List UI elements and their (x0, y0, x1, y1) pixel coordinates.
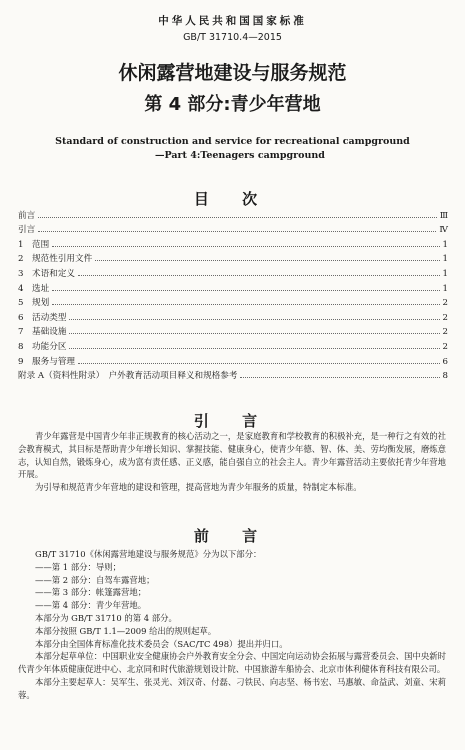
foreword-body (18, 548, 446, 702)
toc-entry-label: 3 术语和定义 (18, 268, 76, 279)
toc-entry[interactable] (18, 294, 448, 309)
toc-leader-dots (69, 333, 439, 334)
foreword-paragraph: 本部分按照 GB/T 1.1—2009 给出的规则起草。 (35, 625, 217, 636)
toc-entry-label: 前言 (18, 210, 36, 221)
toc-leader-dots (95, 260, 439, 261)
toc-leader-dots (69, 319, 439, 320)
toc-entry-label: 9 服务与管理 (18, 356, 76, 367)
toc-leader-dots (240, 377, 439, 378)
toc-entry[interactable] (18, 264, 448, 279)
toc-leader-dots (38, 217, 437, 218)
toc-leader-dots (78, 363, 440, 364)
toc-entry-page: 1 (442, 268, 448, 279)
standard-number: GB/T 31710.4—2015 (183, 32, 282, 43)
document-title: 休闲露营地建设与服务规范 (118, 62, 347, 84)
toc-entry-page: 1 (442, 239, 448, 250)
toc-entry[interactable] (18, 206, 448, 221)
foreword-part-item: ——第 3 部分：帐篷露营地； (35, 587, 147, 598)
issuing-body: 中华人民共和国国家标准 (158, 15, 307, 27)
toc-leader-dots (78, 275, 440, 276)
foreword-heading: 前 言 (193, 527, 272, 545)
foreword-paragraph: GB/T 31710《休闲露营地建设与服务规范》分为以下部分： (35, 549, 262, 559)
toc-entry-page: 2 (442, 341, 448, 352)
foreword-paragraph: 本部分由全国体育标准化技术委员会（SAC/TC 498）提出并归口。 (35, 638, 288, 649)
toc-entry[interactable] (18, 250, 448, 265)
table-of-contents (18, 206, 448, 381)
toc-entry-page: 6 (442, 356, 448, 367)
english-title: Standard of construction and service for recreational campground (55, 136, 410, 147)
toc-leader-dots (52, 246, 439, 247)
toc-entry-page: 2 (442, 312, 448, 323)
foreword-paragraph: 本部分为 GB/T 31710 的第 4 部分。 (35, 612, 177, 623)
toc-entry-page: 1 (442, 283, 448, 294)
toc-heading: 目 次 (193, 190, 272, 208)
foreword-paragraph: 本部分主要起草人：吴军生、张灵光、刘汉奇、付磊、刁铁民、向志坚、杨书宏、马惠敏、命益武、刘童、宋莉蓉。 (18, 676, 446, 700)
english-subtitle: —Part 4:Teenagers campground (155, 150, 325, 161)
toc-entry[interactable] (18, 323, 448, 338)
toc-entry-label: 引言 (18, 225, 36, 236)
toc-entry-page: Ⅲ (439, 210, 448, 221)
intro-paragraph: 为引导和规范青少年营地的建设和管理，提高营地为青少年服务的质量，特制定本标准。 (35, 482, 362, 493)
toc-entry-label: 1 范围 (18, 239, 50, 250)
toc-entry[interactable] (18, 235, 448, 250)
intro-heading: 引 言 (193, 412, 272, 430)
toc-entry-page: 2 (442, 298, 448, 309)
intro-body (18, 430, 446, 494)
foreword-part-item: ——第 1 部分：导则； (35, 561, 122, 572)
toc-entry[interactable] (18, 367, 448, 382)
toc-leader-dots (52, 304, 439, 305)
toc-entry-label: 8 功能分区 (18, 341, 67, 352)
intro-paragraph: 青少年露营是中国青少年非正规教育的核心活动之一，是家庭教育和学校教育的积极补充，是一种行之有效的社会教育模式，其目标是帮助青少年增长知识、掌握技能、健康身心，使青少年德、智、体、美、劳均衡发展，磨炼意志，认知自然，锻炼身心，成为富有责任感、正义感，能自强自立的社会主人。青少年露营活动主要依托青少年营地开展。 (18, 431, 446, 480)
toc-entry-page: 1 (442, 254, 448, 265)
toc-entry-label: 5 规划 (18, 298, 50, 309)
toc-entry[interactable] (18, 221, 448, 236)
foreword-part-item: ——第 2 部分：自驾车露营地； (35, 574, 155, 585)
toc-entry[interactable] (18, 308, 448, 323)
foreword-paragraph: 本部分起草单位：中国职业安全健康协会户外教育安全分会、中国定向运动协会拓展与露营委员会、国中央新时代青少年体质健康促进中心、北京同和时代旅游规划设计院、中国旅游车船协会、北京市体利健体育科技有限公司。 (18, 651, 446, 675)
document-subtitle: 第 4 部分:青少年营地 (144, 94, 321, 115)
toc-entry-label: 7 基础设施 (18, 327, 67, 338)
toc-leader-dots (38, 231, 436, 232)
toc-entry[interactable] (18, 279, 448, 294)
foreword-part-item: ——第 4 部分：青少年营地。 (35, 600, 147, 611)
toc-entry-label: 2 规范性引用文件 (18, 254, 93, 265)
toc-entry-page: Ⅳ (439, 225, 448, 236)
toc-leader-dots (69, 348, 439, 349)
toc-leader-dots (52, 290, 439, 291)
toc-entry-label: 4 选址 (18, 283, 50, 294)
toc-entry-label: 6 活动类型 (18, 312, 67, 323)
toc-entry-page: 8 (442, 371, 448, 382)
toc-entry[interactable] (18, 352, 448, 367)
toc-entry-label: 附录 A（资料性附录） 户外教育活动项目释义和规格参考 (18, 371, 238, 382)
toc-entry-page: 2 (442, 327, 448, 338)
toc-entry[interactable] (18, 337, 448, 352)
